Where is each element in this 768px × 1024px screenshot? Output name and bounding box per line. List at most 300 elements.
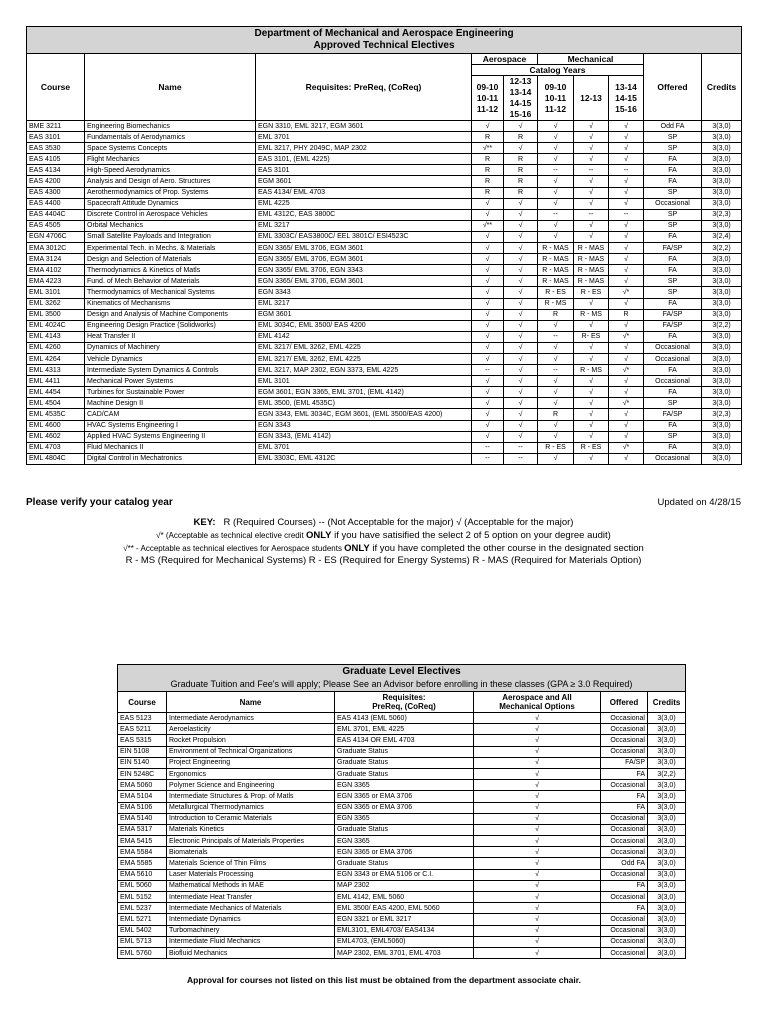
- table-cell: FA/SP: [644, 243, 702, 254]
- table-cell: √: [504, 420, 538, 431]
- table-cell: √: [574, 320, 609, 331]
- table-cell: √: [504, 409, 538, 420]
- table-cell: √: [472, 420, 504, 431]
- table-cell: 3(2,3): [702, 209, 742, 220]
- table-cell: √: [538, 220, 574, 231]
- table-row: [27, 254, 742, 265]
- table-row: [118, 880, 686, 891]
- table-cell: √: [474, 780, 601, 791]
- table-cell: 3(3,0): [648, 836, 686, 847]
- table-cell: EGN 3365: [335, 813, 474, 824]
- table-row: [27, 132, 742, 143]
- table-cell: √: [538, 398, 574, 409]
- table-cell: Design and Selection of Materials: [85, 254, 256, 265]
- key-line-2: √* (Acceptable as technical elective credit ONLY if you have satisified the select 2 of 5 option on your degree audit): [156, 530, 611, 541]
- table-cell: √: [474, 847, 601, 858]
- table-cell: √: [574, 353, 609, 364]
- table-cell: 3(3,0): [702, 265, 742, 276]
- table-cell: √: [609, 121, 644, 132]
- table-cell: √: [574, 453, 609, 464]
- table-cell: SP: [644, 398, 702, 409]
- table-cell: EGN 3365: [335, 780, 474, 791]
- table-cell: --: [574, 165, 609, 176]
- table-cell: EML 4804C: [27, 453, 85, 464]
- table-cell: FA/SP: [644, 409, 702, 420]
- table-cell: EML 3303C/ EAS3800C/ EEL 3801C/ ESI4523C: [256, 231, 472, 242]
- table-cell: EGN 3343: [256, 420, 472, 431]
- table-cell: √: [474, 757, 601, 768]
- table-cell: R - ES: [538, 287, 574, 298]
- table-cell: EML 3217/ EML 3262, EML 4225: [256, 353, 472, 364]
- table-cell: Flight Mechanics: [85, 154, 256, 165]
- table-cell: Occasional: [601, 925, 648, 936]
- table-cell: √: [474, 903, 601, 914]
- table-cell: 3(3,0): [702, 387, 742, 398]
- table-row: [27, 121, 742, 132]
- table-cell: Dynamics of Machinery: [85, 342, 256, 353]
- table-cell: √: [474, 813, 601, 824]
- table-cell: Spacecraft Attitude Dynamics: [85, 198, 256, 209]
- table-cell: EGN 3365 or EMA 3706: [335, 802, 474, 813]
- table-cell: EML 3101: [27, 287, 85, 298]
- table-cell: EAS 4400: [27, 198, 85, 209]
- table-cell: EMA 5415: [118, 836, 167, 847]
- table-cell: R - MAS: [538, 254, 574, 265]
- verify-note: Please verify your catalog year: [26, 497, 173, 508]
- table-cell: Materials Science of Thin Films: [167, 858, 335, 869]
- table-cell: 3(3,0): [648, 847, 686, 858]
- table-cell: EML3101, EML4703/ EAS4134: [335, 925, 474, 936]
- table-cell: √: [538, 376, 574, 387]
- table-cell: EAS 3101: [27, 132, 85, 143]
- table-cell: √: [538, 387, 574, 398]
- table-cell: √: [504, 353, 538, 364]
- table-cell: FA: [644, 331, 702, 342]
- table-cell: EAS 4505: [27, 220, 85, 231]
- table-cell: Occasional: [601, 892, 648, 903]
- table-row: [118, 757, 686, 768]
- table-row: [118, 903, 686, 914]
- table-cell: √: [609, 265, 644, 276]
- table-cell: Occasional: [601, 735, 648, 746]
- table-cell: Intermediate Heat Transfer: [167, 892, 335, 903]
- table-cell: EGN 3365: [335, 836, 474, 847]
- key-line: KEY: R (Required Courses) -- (Not Acceptable for the major) √ (Acceptable for the major): [193, 517, 574, 528]
- table-cell: √: [538, 420, 574, 431]
- table-cell: 3(2,2): [648, 768, 686, 779]
- table-cell: EML 4600: [27, 420, 85, 431]
- table-cell: Machine Design II: [85, 398, 256, 409]
- table-cell: EAS 5315: [118, 735, 167, 746]
- table-cell: √: [474, 947, 601, 958]
- table-cell: √: [474, 791, 601, 802]
- table-cell: EML 4264: [27, 353, 85, 364]
- table-cell: EML 4411: [27, 376, 85, 387]
- table-cell: R - MAS: [538, 265, 574, 276]
- table-cell: EML 5271: [118, 914, 167, 925]
- table-cell: √: [504, 342, 538, 353]
- table-cell: 3(3,0): [648, 858, 686, 869]
- col-mechanical: Mechanical: [538, 54, 644, 65]
- table-cell: SP: [644, 132, 702, 143]
- table-row: [27, 187, 742, 198]
- table-cell: EGN 3365/ EML 3706, EGM 3601: [256, 276, 472, 287]
- table-cell: Applied HVAC Systems Engineering II: [85, 431, 256, 442]
- table-cell: Occasional: [601, 724, 648, 735]
- table-row: [27, 220, 742, 231]
- table-cell: 3(3,0): [702, 442, 742, 453]
- table-cell: EML 4312C, EAS 3800C: [256, 209, 472, 220]
- table-cell: √*: [609, 442, 644, 453]
- table-cell: Occasional: [601, 713, 648, 724]
- table-row: [27, 309, 742, 320]
- table-cell: FA: [644, 154, 702, 165]
- table-cell: EMA 5585: [118, 858, 167, 869]
- table-cell: SP: [644, 431, 702, 442]
- table-cell: √: [538, 453, 574, 464]
- table-cell: 3(3,0): [702, 298, 742, 309]
- table-cell: Occasional: [601, 947, 648, 958]
- table-title: Department of Mechanical and Aerospace Engineering Approved Technical Electives: [27, 27, 742, 54]
- table-cell: EGN 3343 or EMA 5106 or C.I.: [335, 869, 474, 880]
- table-cell: --: [472, 365, 504, 376]
- table-cell: EMA 3012C: [27, 243, 85, 254]
- table-cell: √: [472, 209, 504, 220]
- table-cell: 3(3,0): [702, 121, 742, 132]
- table-cell: √: [472, 331, 504, 342]
- table-cell: 3(3,0): [648, 824, 686, 835]
- table-cell: √: [609, 320, 644, 331]
- table-cell: EAS 4404C: [27, 209, 85, 220]
- table-cell: √: [538, 431, 574, 442]
- table-cell: EML 5713: [118, 936, 167, 947]
- table-cell: R - MAS: [538, 243, 574, 254]
- table-row: [27, 276, 742, 287]
- table-cell: EIN 5248C: [118, 768, 167, 779]
- table-cell: EAS 5211: [118, 724, 167, 735]
- table-cell: FA: [644, 254, 702, 265]
- table-cell: √*: [609, 331, 644, 342]
- table-cell: R: [609, 309, 644, 320]
- table-cell: EAS 3530: [27, 143, 85, 154]
- table-cell: √: [609, 187, 644, 198]
- table-cell: √: [609, 342, 644, 353]
- table-cell: √: [609, 387, 644, 398]
- table-cell: --: [504, 453, 538, 464]
- table-cell: 3(3,0): [648, 757, 686, 768]
- mech-years-2: 12-13: [574, 76, 609, 121]
- table-cell: √: [504, 331, 538, 342]
- table-cell: √: [474, 869, 601, 880]
- table-row: [118, 914, 686, 925]
- table-row: [27, 431, 742, 442]
- table-cell: 3(3,0): [648, 914, 686, 925]
- table-cell: 3(3,0): [648, 925, 686, 936]
- table-cell: R: [504, 187, 538, 198]
- table-cell: Small Satellite Payloads and Integration: [85, 231, 256, 242]
- table-row: [27, 320, 742, 331]
- table-cell: √: [538, 187, 574, 198]
- table-cell: √: [574, 121, 609, 132]
- table-cell: √: [504, 320, 538, 331]
- table-cell: √: [472, 309, 504, 320]
- table-cell: Occasional: [601, 936, 648, 947]
- mech-years-1: 09-10 10-11 11-12: [538, 76, 574, 121]
- table-cell: --: [538, 365, 574, 376]
- table-cell: 3(3,0): [702, 154, 742, 165]
- table-cell: √: [538, 353, 574, 364]
- table-cell: EML 4454: [27, 387, 85, 398]
- table-row: [27, 209, 742, 220]
- table-cell: SP: [644, 287, 702, 298]
- table-cell: EGM 3601, EGN 3365, EML 3701, (EML 4142): [256, 387, 472, 398]
- table-cell: EAS 4134/ EML 4703: [256, 187, 472, 198]
- table-row: [27, 287, 742, 298]
- table-cell: Mathematical Methods in MAE: [167, 880, 335, 891]
- table-cell: EAS 5123: [118, 713, 167, 724]
- table-cell: EMA 5104: [118, 791, 167, 802]
- table-cell: √: [504, 287, 538, 298]
- table-cell: √: [538, 176, 574, 187]
- table-cell: √: [474, 735, 601, 746]
- table-cell: Fluid Mechanics II: [85, 442, 256, 453]
- table-cell: Orbital Mechanics: [85, 220, 256, 231]
- table-cell: √: [538, 121, 574, 132]
- table-cell: Introduction to Ceramic Materials: [167, 813, 335, 824]
- table-cell: EML 4504: [27, 398, 85, 409]
- table-cell: EML 5060: [118, 880, 167, 891]
- table-cell: Digital Control in Mechatronics: [85, 453, 256, 464]
- table-cell: √: [609, 409, 644, 420]
- table-cell: Turbomachinery: [167, 925, 335, 936]
- table-cell: Engineering Design Practice (Solidworks): [85, 320, 256, 331]
- grad-col-name: Name: [167, 692, 335, 713]
- table-cell: √: [472, 243, 504, 254]
- table-row: [118, 735, 686, 746]
- table-cell: Biomaterials: [167, 847, 335, 858]
- table-cell: Ergonomics: [167, 768, 335, 779]
- table-cell: 3(3,0): [702, 420, 742, 431]
- table-cell: --: [472, 453, 504, 464]
- table-cell: R: [472, 132, 504, 143]
- col-name: Name: [85, 54, 256, 121]
- table-cell: Analysis and Design of Aero. Structures: [85, 176, 256, 187]
- table-cell: √: [538, 320, 574, 331]
- footer-note: Approval for courses not listed on this list must be obtained from the department associate chair.: [187, 975, 581, 985]
- table-cell: R: [504, 176, 538, 187]
- table-cell: EMA 5317: [118, 824, 167, 835]
- table-cell: Space Systems Concepts: [85, 143, 256, 154]
- table-cell: MAP 2302, EML 3701, EML 4703: [335, 947, 474, 958]
- table-cell: EML 4024C: [27, 320, 85, 331]
- table-cell: 3(3,0): [648, 892, 686, 903]
- table-row: [27, 331, 742, 342]
- table-cell: --: [609, 209, 644, 220]
- table-cell: EML 4142: [256, 331, 472, 342]
- table-cell: FA: [644, 265, 702, 276]
- table-cell: √: [609, 143, 644, 154]
- key-line-3: √** - Acceptable as technical electives for Aerospace students ONLY if you have completed the other course in the designated section: [123, 543, 644, 554]
- table-cell: EMA 5584: [118, 847, 167, 858]
- table-cell: EMA 5610: [118, 869, 167, 880]
- table-cell: EGM 3601: [256, 176, 472, 187]
- table-cell: √: [472, 398, 504, 409]
- table-cell: √: [574, 376, 609, 387]
- table-cell: √: [472, 431, 504, 442]
- table-row: [118, 768, 686, 779]
- table-cell: √: [504, 309, 538, 320]
- table-cell: 3(3,0): [702, 187, 742, 198]
- grad-col-course: Course: [118, 692, 167, 713]
- table-cell: √: [504, 431, 538, 442]
- table-cell: Fundamentals of Aerodynamics: [85, 132, 256, 143]
- table-cell: √: [609, 154, 644, 165]
- table-cell: EGN 3365 or EMA 3706: [335, 791, 474, 802]
- table-cell: √: [474, 880, 601, 891]
- table-cell: √: [474, 746, 601, 757]
- table-row: [118, 802, 686, 813]
- table-cell: FA: [601, 802, 648, 813]
- table-cell: EML 3303C, EML 4312C: [256, 453, 472, 464]
- table-cell: EGN 3365/ EML 3706, EGM 3601: [256, 254, 472, 265]
- table-row: [27, 143, 742, 154]
- catalog-years: Catalog Years: [472, 65, 644, 76]
- table-cell: √: [504, 398, 538, 409]
- table-cell: EAS 3101: [256, 165, 472, 176]
- table-cell: EMA 5140: [118, 813, 167, 824]
- table-cell: 3(3,0): [702, 398, 742, 409]
- table-cell: √: [504, 198, 538, 209]
- table-cell: CAD/CAM: [85, 409, 256, 420]
- col-aerospace: Aerospace: [472, 54, 538, 65]
- table-cell: Occasional: [601, 746, 648, 757]
- table-cell: √: [474, 824, 601, 835]
- table-cell: √: [472, 276, 504, 287]
- table-cell: EML 5402: [118, 925, 167, 936]
- table-cell: 3(3,0): [648, 724, 686, 735]
- table-cell: FA/SP: [644, 320, 702, 331]
- table-cell: 3(3,0): [648, 780, 686, 791]
- table-cell: 3(3,0): [702, 331, 742, 342]
- table-cell: Occasional: [644, 453, 702, 464]
- table-cell: √: [574, 398, 609, 409]
- table-cell: √: [474, 836, 601, 847]
- table-cell: Fund. of Mech Behavior of Materials: [85, 276, 256, 287]
- table-cell: EGN 3310, EML 3217, EGM 3601: [256, 121, 472, 132]
- table-cell: √: [472, 121, 504, 132]
- col-course: Course: [27, 54, 85, 121]
- table-row: [27, 453, 742, 464]
- table-cell: EMA 3124: [27, 254, 85, 265]
- table-cell: √: [504, 265, 538, 276]
- table-cell: R - ES: [574, 287, 609, 298]
- table-row: [27, 165, 742, 176]
- table-cell: R: [538, 309, 574, 320]
- technical-electives-table: [26, 26, 742, 465]
- table-cell: √: [609, 420, 644, 431]
- table-cell: EGN 3365 or EMA 3706: [335, 847, 474, 858]
- table-cell: EML 3217, PHY 2049C, MAP 2302: [256, 143, 472, 154]
- table-cell: Aerothermodynamics of Prop. Systems: [85, 187, 256, 198]
- table-cell: √: [474, 724, 601, 735]
- table-cell: Experimental Tech. in Mechs. & Materials: [85, 243, 256, 254]
- table-cell: √: [504, 387, 538, 398]
- table-cell: √: [574, 420, 609, 431]
- table-cell: EML 3217: [256, 298, 472, 309]
- aero-years-1: 09-10 10-11 11-12: [472, 76, 504, 121]
- table-cell: 3(3,0): [648, 802, 686, 813]
- table-cell: EML 4143: [27, 331, 85, 342]
- table-cell: √**: [472, 143, 504, 154]
- table-cell: √: [574, 198, 609, 209]
- table-cell: --: [538, 165, 574, 176]
- table-cell: √: [574, 154, 609, 165]
- table-cell: √*: [609, 365, 644, 376]
- table-row: [118, 858, 686, 869]
- table-cell: Occasional: [601, 914, 648, 925]
- table-cell: EML 3500: [27, 309, 85, 320]
- table-cell: EML 4142, EML 5060: [335, 892, 474, 903]
- table-cell: Graduate Status: [335, 824, 474, 835]
- table-cell: FA: [644, 176, 702, 187]
- table-cell: √: [574, 220, 609, 231]
- table-cell: √: [472, 198, 504, 209]
- grad-col-credits: Credits: [648, 692, 686, 713]
- table-cell: R- ES: [574, 331, 609, 342]
- grad-col-offered: Offered: [601, 692, 648, 713]
- table-cell: Intermediate Mechanics of Materials: [167, 903, 335, 914]
- table-cell: EGN 3321 or EML 3217: [335, 914, 474, 925]
- table-cell: EGN 3343, EML 3034C, EGM 3601, (EML 3500/EAS 4200): [256, 409, 472, 420]
- table-cell: 3(3,0): [702, 431, 742, 442]
- table-cell: √: [504, 121, 538, 132]
- table-cell: R - ES: [538, 442, 574, 453]
- table-cell: EML 3101: [256, 376, 472, 387]
- table-cell: FA: [601, 903, 648, 914]
- table-cell: FA: [644, 387, 702, 398]
- table-row: [27, 409, 742, 420]
- table-cell: --: [609, 165, 644, 176]
- table-cell: √: [574, 132, 609, 143]
- table-cell: 3(2,2): [702, 320, 742, 331]
- table-cell: Discrete Control in Aerospace Vehicles: [85, 209, 256, 220]
- table-cell: √: [538, 132, 574, 143]
- table-cell: √: [472, 387, 504, 398]
- table-cell: EML 5152: [118, 892, 167, 903]
- table-cell: EML 3701: [256, 132, 472, 143]
- table-cell: R - MAS: [538, 276, 574, 287]
- table-cell: Occasional: [601, 869, 648, 880]
- table-cell: √: [474, 936, 601, 947]
- table-cell: √: [474, 892, 601, 903]
- table-row: [118, 947, 686, 958]
- table-cell: √: [472, 231, 504, 242]
- table-cell: EMA 5106: [118, 802, 167, 813]
- table-cell: Occasional: [601, 847, 648, 858]
- table-cell: Heat Transfer II: [85, 331, 256, 342]
- table-cell: Occasional: [644, 198, 702, 209]
- table-row: [118, 892, 686, 903]
- table-cell: R - MAS: [574, 243, 609, 254]
- table-cell: 3(3,0): [648, 746, 686, 757]
- table-cell: √: [472, 254, 504, 265]
- table-row: [118, 925, 686, 936]
- table-cell: √: [472, 320, 504, 331]
- table-cell: 3(3,0): [702, 376, 742, 387]
- table-cell: √: [609, 431, 644, 442]
- table-cell: 3(2,2): [702, 243, 742, 254]
- table-row: [27, 265, 742, 276]
